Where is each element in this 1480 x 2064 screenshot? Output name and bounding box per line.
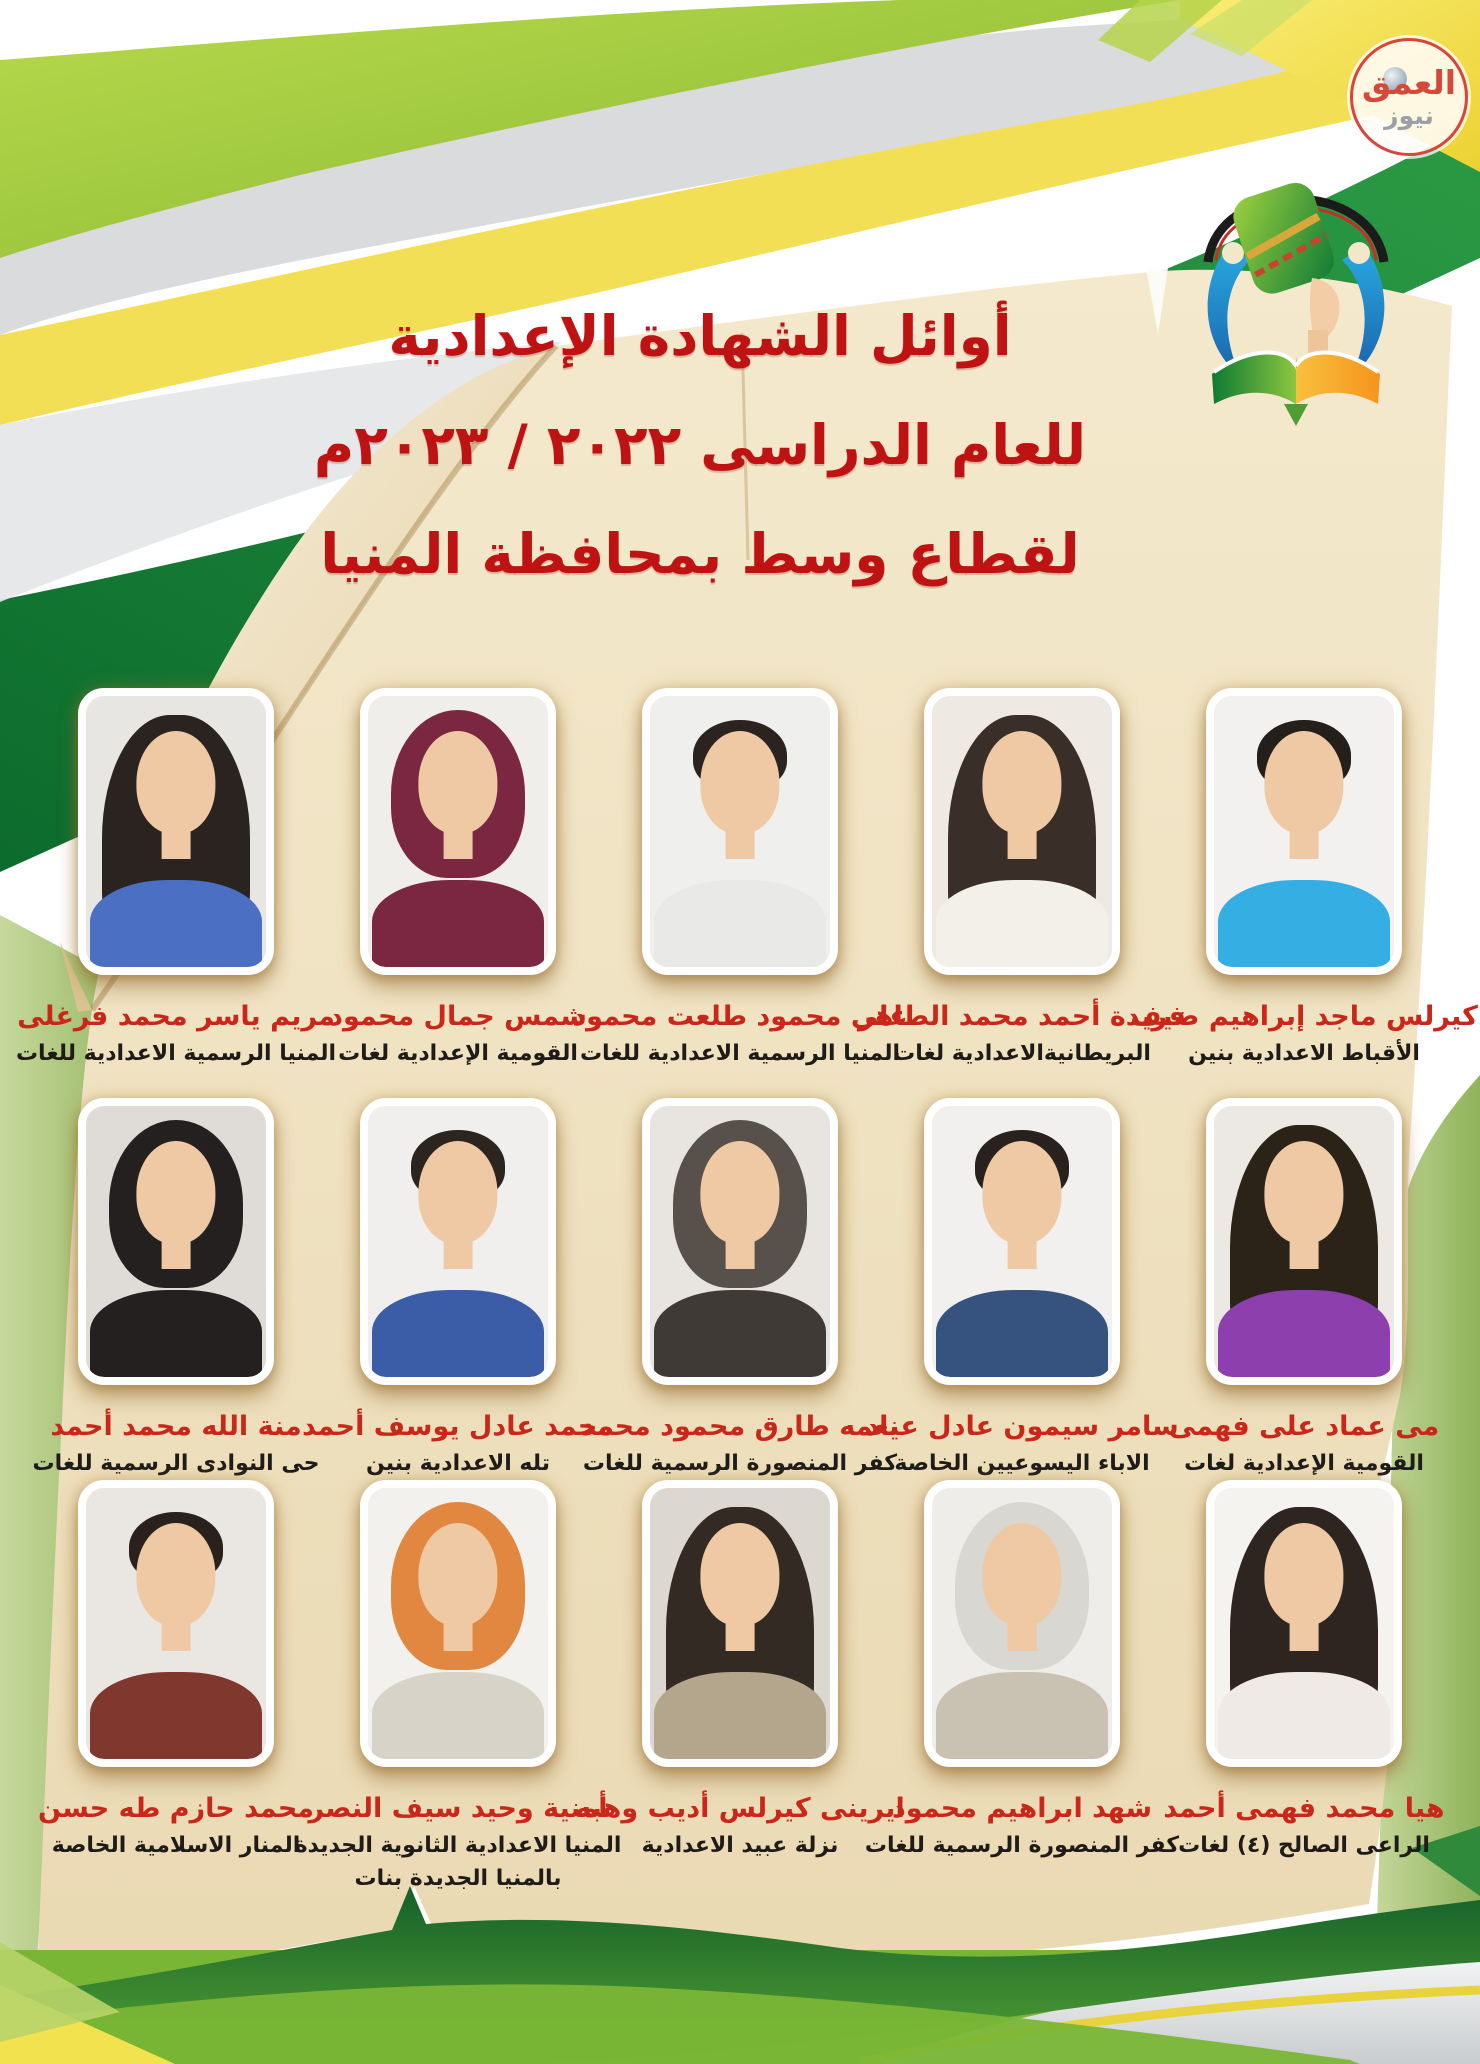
student-school xyxy=(580,1037,900,1070)
title-line-1: أوائل الشهادة الإعدادية xyxy=(388,304,1012,368)
school-line: المنار الاسلامية الخاصة xyxy=(51,1833,301,1858)
student-portrait-placeholder xyxy=(368,1106,548,1377)
student-portrait-placeholder xyxy=(86,1106,266,1377)
student-school xyxy=(366,1447,550,1480)
portrait-head xyxy=(136,1141,215,1244)
student-name: شهد ابراهيم محمود xyxy=(891,1793,1153,1824)
student-name: هيا محمد فهمى أحمد xyxy=(1163,1793,1445,1824)
student-name: نعمه طارق محمود محمد xyxy=(580,1411,900,1442)
portrait-head xyxy=(418,1523,497,1626)
student-school xyxy=(894,1447,1149,1480)
students-row-3 xyxy=(37,1480,1445,1895)
student-photo xyxy=(1206,1098,1402,1385)
student-card xyxy=(575,1480,905,1895)
student-school xyxy=(1184,1447,1424,1480)
portrait-head xyxy=(136,731,215,834)
school-line: المنيا الرسمية الاعدادية للغات xyxy=(15,1041,337,1066)
student-portrait-placeholder xyxy=(650,1488,830,1759)
student-portrait-placeholder xyxy=(368,696,548,967)
school-line: كفر المنصورة الرسمية للغات xyxy=(864,1833,1180,1858)
student-card xyxy=(37,1480,315,1895)
portrait-shoulders xyxy=(936,1290,1109,1377)
student-portrait-placeholder xyxy=(1214,696,1394,967)
portrait-shoulders xyxy=(654,1672,827,1759)
student-portrait-placeholder xyxy=(650,696,830,967)
student-school xyxy=(16,1037,336,1070)
portrait-shoulders xyxy=(372,1672,545,1759)
student-school xyxy=(33,1447,320,1480)
student-photo xyxy=(1206,1480,1402,1767)
student-name: محمد عادل يوسف أحمد xyxy=(301,1411,615,1442)
school-line: نزلة عبيد الاعدادية xyxy=(641,1833,839,1858)
student-card xyxy=(580,1098,900,1480)
student-portrait-placeholder xyxy=(86,696,266,967)
school-line: البريطانيةالاعدادية لغات xyxy=(893,1041,1151,1066)
school-line: بالمنيا الجديدة بنات xyxy=(354,1866,562,1891)
portrait-shoulders xyxy=(1218,880,1391,967)
student-school xyxy=(1188,1037,1420,1070)
school-line: القومية الإعدادية لغات xyxy=(338,1041,578,1066)
student-school xyxy=(1178,1829,1430,1862)
student-photo xyxy=(360,1480,556,1767)
student-card xyxy=(858,688,1186,1070)
student-portrait-placeholder xyxy=(86,1488,266,1759)
student-portrait-placeholder xyxy=(932,1106,1112,1377)
portrait-head xyxy=(418,1141,497,1244)
student-name: كيرلس ماجد إبراهيم ضيف xyxy=(1130,1001,1478,1032)
title-line-3: لقطاع وسط بمحافظة المنيا xyxy=(320,522,1080,586)
student-photo xyxy=(78,688,274,975)
student-photo xyxy=(924,1480,1120,1767)
student-school xyxy=(52,1829,301,1862)
student-photo xyxy=(360,1098,556,1385)
student-photo xyxy=(642,1480,838,1767)
student-photo xyxy=(78,1098,274,1385)
student-portrait-placeholder xyxy=(1214,1106,1394,1377)
student-school xyxy=(338,1037,578,1070)
student-photo xyxy=(924,688,1120,975)
student-name: شمس جمال محمود xyxy=(329,1001,587,1032)
portrait-shoulders xyxy=(1218,1672,1391,1759)
school-line: المنيا الرسمية الاعدادية للغات xyxy=(579,1041,901,1066)
student-name: منة الله محمد أحمد xyxy=(50,1411,302,1442)
student-photo xyxy=(642,688,838,975)
portrait-shoulders xyxy=(372,880,545,967)
news-watermark-badge xyxy=(1350,38,1468,156)
portrait-head xyxy=(700,731,779,834)
portrait-shoulders xyxy=(654,880,827,967)
portrait-shoulders xyxy=(90,1672,263,1759)
student-card xyxy=(1130,688,1478,1070)
student-photo xyxy=(1206,688,1402,975)
portrait-head xyxy=(1264,1141,1343,1244)
student-name: مى عماد على فهمى xyxy=(1168,1411,1440,1442)
portrait-head xyxy=(982,1141,1061,1244)
student-card xyxy=(301,1098,615,1480)
watermark-line-1: العمق xyxy=(1361,63,1457,102)
school-line: كفر المنصورة الرسمية للغات xyxy=(582,1451,898,1476)
student-photo xyxy=(78,1480,274,1767)
student-school xyxy=(642,1829,839,1862)
student-photo xyxy=(360,688,556,975)
student-portrait-placeholder xyxy=(932,696,1112,967)
school-line: الأقباط الاعدادية بنين xyxy=(1188,1041,1420,1066)
student-name: ايرينى كيرلس أديب وهبه xyxy=(575,1793,905,1824)
portrait-shoulders xyxy=(1218,1290,1391,1377)
student-portrait-placeholder xyxy=(932,1488,1112,1759)
student-name: على محمود طلعت محمود xyxy=(572,1001,908,1032)
poster-title xyxy=(150,282,1250,609)
student-name: فريدة أحمد محمد الطاهر xyxy=(858,1001,1186,1032)
student-card xyxy=(865,1098,1179,1480)
student-photo xyxy=(924,1098,1120,1385)
student-card xyxy=(1168,1098,1440,1480)
student-card xyxy=(294,1480,622,1895)
school-line: تله الاعدادية بنين xyxy=(366,1451,551,1476)
school-line: المنيا الاعدادية الثانوية الجديدة xyxy=(294,1833,622,1858)
student-card xyxy=(15,688,337,1070)
portrait-head xyxy=(700,1523,779,1626)
portrait-head xyxy=(982,1523,1061,1626)
portrait-shoulders xyxy=(90,880,263,967)
portrait-head xyxy=(700,1141,779,1244)
title-line-2: للعام الدراسى ٢٠٢٢ / ٢٠٢٣م xyxy=(313,413,1087,477)
student-school xyxy=(865,1829,1179,1862)
student-card xyxy=(572,688,908,1070)
portrait-head xyxy=(1264,731,1343,834)
school-line: الاباء اليسوعيين الخاصة xyxy=(894,1451,1150,1476)
watermark-line-2: نيوز xyxy=(1384,101,1434,130)
student-school xyxy=(295,1829,622,1895)
student-card xyxy=(32,1098,320,1480)
student-photo xyxy=(642,1098,838,1385)
students-row-2 xyxy=(32,1098,1440,1480)
student-name: محمد حازم طه حسن xyxy=(37,1793,315,1824)
student-school xyxy=(893,1037,1151,1070)
school-line: حى النوادى الرسمية للغات xyxy=(32,1451,320,1476)
student-school xyxy=(583,1447,897,1480)
student-portrait-placeholder xyxy=(650,1106,830,1377)
student-name: سامر سيمون عادل عياد xyxy=(865,1411,1179,1442)
portrait-head xyxy=(418,731,497,834)
portrait-shoulders xyxy=(936,880,1109,967)
student-name: أمنية وحيد سيف النصر xyxy=(308,1793,608,1824)
portrait-head xyxy=(136,1523,215,1626)
student-portrait-placeholder xyxy=(1214,1488,1394,1759)
portrait-shoulders xyxy=(90,1290,263,1377)
student-card xyxy=(1163,1480,1445,1895)
student-name: مريم ياسر محمد فرغلى xyxy=(17,1001,335,1032)
portrait-head xyxy=(982,731,1061,834)
portrait-head xyxy=(1264,1523,1343,1626)
portrait-shoulders xyxy=(936,1672,1109,1759)
portrait-shoulders xyxy=(654,1290,827,1377)
student-portrait-placeholder xyxy=(368,1488,548,1759)
school-line: الراعى الصالح (٤) لغات xyxy=(1178,1833,1430,1858)
student-card xyxy=(864,1480,1180,1895)
student-card xyxy=(322,688,594,1070)
students-row-1 xyxy=(15,688,1478,1070)
portrait-shoulders xyxy=(372,1290,545,1377)
school-line: القومية الإعدادية لغات xyxy=(1184,1451,1424,1476)
